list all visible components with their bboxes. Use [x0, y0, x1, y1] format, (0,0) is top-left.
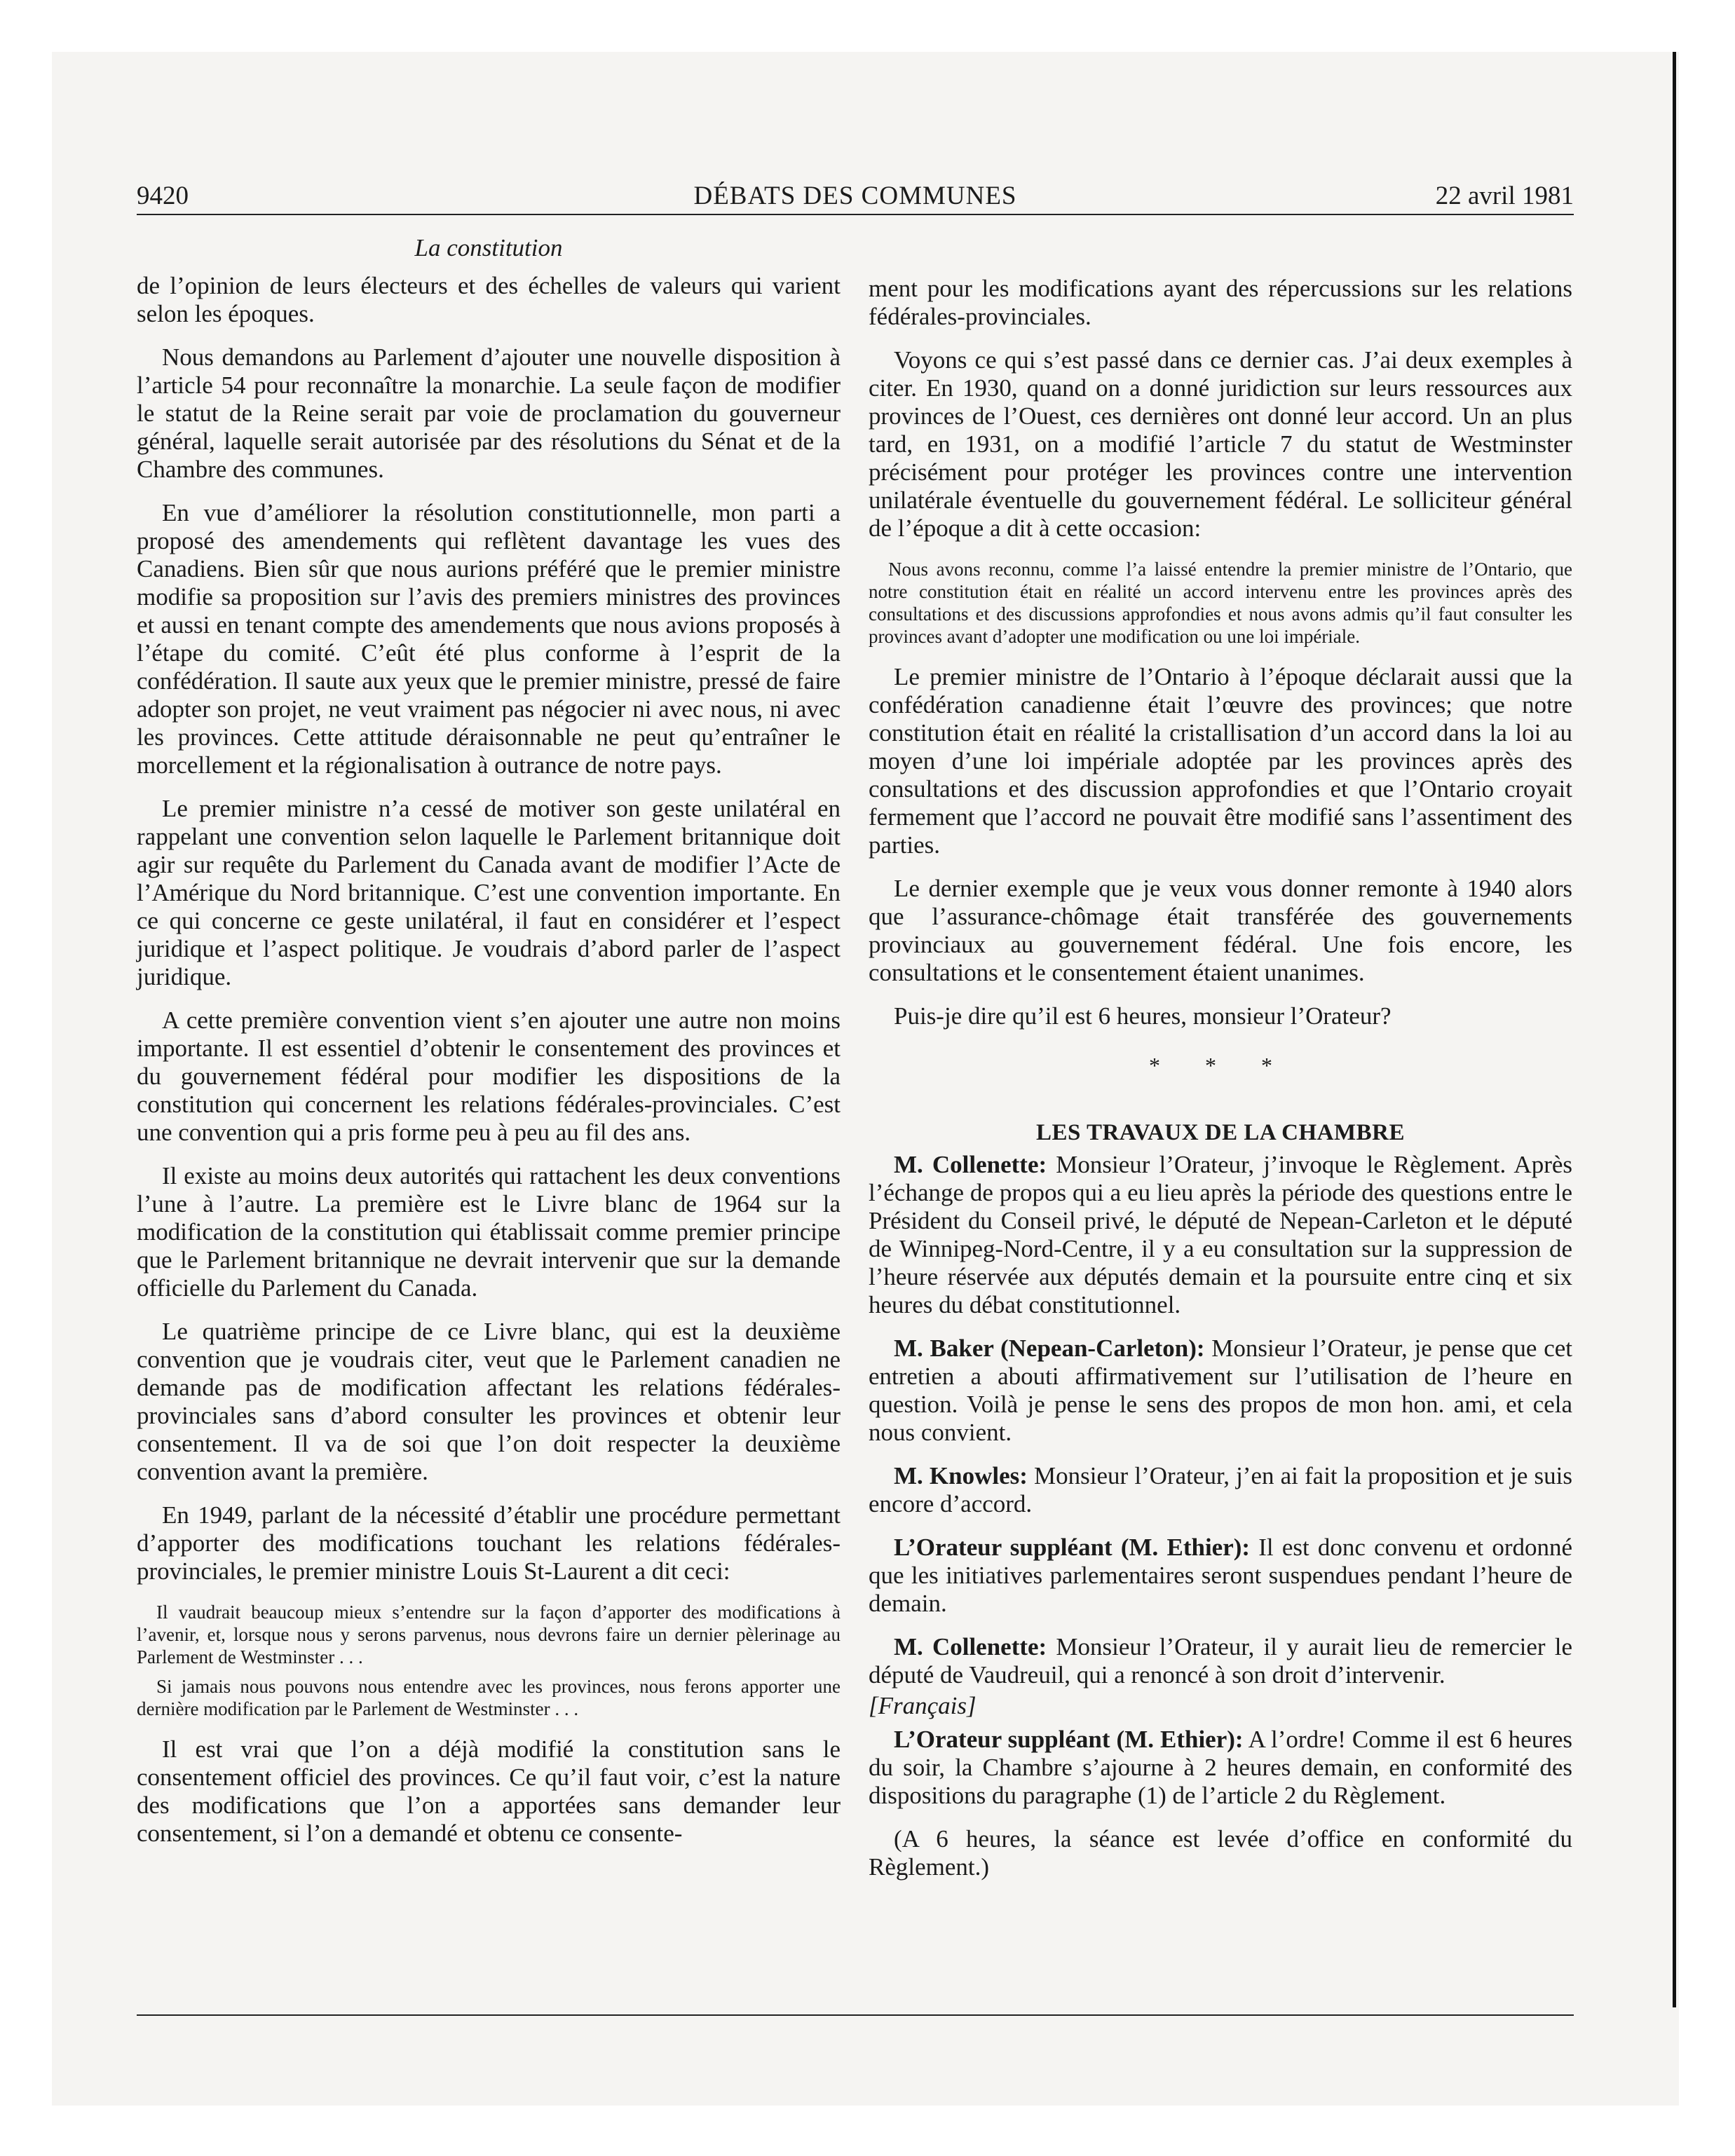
- speech-text: Monsieur l’Orateur, je pense que cet entretien a abouti affirmativement sur l’utilisation de l’heure en question. Voilà je pense le sens des propos de mon hon. ami, et cela nous convient.: [869, 1335, 1572, 1446]
- speech: [869, 1335, 1572, 1447]
- paragraph: (A 6 heures, la séance est levée d’office en conformité du Règlement.): [869, 1825, 1572, 1881]
- paragraph: Le premier ministre de l’Ontario à l’époque déclarait aussi que la confédération canadienne était l’œuvre des provinces; que notre constitution était en réalité la cristallisation d’un accord dans la loi au moyen d’une loi impériale adoptée par les provinces après des consultations et des discussion approfondies et que l’Ontario croyait fermement que l’accord ne pouvait être modifié sans l’assentiment des parties.: [869, 663, 1572, 859]
- paragraph: Il existe au moins deux autorités qui rattachent les deux conventions l’une à l’autre. La première est le Livre blanc de 1964 sur la modification de la constitution qui établissait comme premier principe que le Parlement britannique ne devrait intervenir que sur la demande officielle du Parlement du Canada.: [137, 1162, 841, 1302]
- paragraph: En vue d’améliorer la résolution constitutionnelle, mon parti a proposé des amendements qui reflètent davantage les vues des Canadiens. Bien sûr que nous aurions préféré que le premier ministre modifie sa proposition sur l’avis des premiers ministres des provinces et aussi en tenant compte des amendements que nous avions proposés à l’étape du comité. C’eût été plus conforme à l’esprit de la confédération. Il saute aux yeux que le premier ministre, pressé de faire adopter son projet, ne veut vraiment pas négocier ni avec nous, ni avec les provinces. Cette attitude déraisonnable ne peut qu’entraîner le morcellement et la régionalisation à outrance de notre pays.: [137, 499, 841, 779]
- page-number: 9420: [137, 182, 189, 210]
- paragraph: Nous demandons au Parlement d’ajouter une nouvelle disposition à l’article 54 pour reconnaître la monarchie. La seule façon de modifier le statut de la Reine serait par voie de proclamation du gouverneur général, laquelle serait autorisée par des résolutions du Sénat et de la Chambre des communes.: [137, 343, 841, 483]
- speech-text: Monsieur l’Orateur, j’en ai fait la proposition et je suis encore d’accord.: [869, 1462, 1572, 1517]
- language-note: [Français]: [869, 1692, 977, 1719]
- section-separator: * * *: [1149, 1053, 1292, 1078]
- speech-text: Il est donc convenu et ordonné que les initiatives parlementaires seront suspendues pendant l’heure de demain.: [869, 1534, 1573, 1617]
- paragraph: de l’opinion de leurs électeurs et des échelles de valeurs qui varient selon les époques.: [137, 272, 841, 327]
- speaker-name: M. Collenette:: [894, 1633, 1047, 1660]
- publication-title: DÉBATS DES COMMUNES: [693, 182, 1017, 210]
- speech: [869, 1633, 1572, 1689]
- page-header: [137, 181, 1574, 213]
- paragraph: Le dernier exemple que je veux vous donner remonte à 1940 alors que l’assurance-chômage était transférée des gouvernements provinciaux au gouvernement fédéral. Une fois encore, les consultations et le consentement étaient unanimes.: [869, 875, 1572, 986]
- speech-text: Monsieur l’Orateur, j’invoque le Règlement. Après l’échange de propos qui a eu lieu après la période des questions entre le Président du Conseil privé, le député de Nepean-Carleton et le député de Winnipeg-Nord-Centre, il y a eu consultation sur la suppression de l’heure réservée aux députés demain et la poursuite entre cinq et six heures du débat constitutionnel.: [869, 1151, 1572, 1318]
- section-heading: LES TRAVAUX DE LA CHAMBRE: [1036, 1120, 1405, 1145]
- paragraph: ment pour les modifications ayant des répercussions sur les relations fédérales-provinciales.: [869, 275, 1572, 330]
- header-rule: [137, 214, 1574, 215]
- publication-date: 22 avril 1981: [1435, 182, 1574, 210]
- speaker-name: M. Knowles:: [894, 1462, 1028, 1489]
- section-label: La constitution: [414, 234, 563, 261]
- paragraph: Il est vrai que l’on a déjà modifié la constitution sans le consentement officiel des provinces. Ce qu’il faut voir, c’est la nature des modifications que l’on a apportées sans demander leur consentement, si l’on a demandé et obtenu ce consente-: [137, 1735, 841, 1847]
- page-spine-shadow: [1673, 52, 1676, 2007]
- paragraph: A cette première convention vient s’en ajouter une autre non moins importante. Il est essentiel d’obtenir le consentement des provinces et du gouvernement fédéral pour modifier les dispositions de la constitution qui concernent les relations fédérales-provinciales. C’est une convention qui a pris forme peu à peu au fil des ans.: [137, 1007, 841, 1146]
- block-quote: Il vaudrait beaucoup mieux s’entendre sur la façon d’apporter des modifications à l’avenir, et, lorsque nous y serons parvenus, nous devrons faire un dernier pèlerinage au Parlement de Westminster . . .: [137, 1602, 841, 1667]
- right-column: [869, 275, 1572, 1897]
- paragraph: Voyons ce qui s’est passé dans ce dernier cas. J’ai deux exemples à citer. En 1930, quand on a donné juridiction sur leurs ressources aux provinces de l’Ouest, ces dernières ont donné leur accord. Un an plus tard, en 1931, on a modifié l’article 7 du statut de Westminster précisément pour protéger les provinces contre une intervention unilatérale éventuelle du gouvernement fédéral. Le solliciteur général de l’époque a dit à cette occasion:: [869, 346, 1572, 542]
- footer-rule: [137, 2014, 1574, 2016]
- speech-text: Monsieur l’Orateur, il y aurait lieu de remercier le député de Vaudreuil, qui a renoncé à son droit d’intervenir.: [869, 1633, 1572, 1688]
- speech: [869, 1726, 1572, 1810]
- left-column: [137, 272, 841, 1863]
- speech-text: A l’ordre! Comme il est 6 heures du soir, la Chambre s’ajourne à 2 heures demain, en conformité des dispositions du paragraphe (1) de l’article 2 du Règlement.: [869, 1726, 1573, 1809]
- paragraph: Puis-je dire qu’il est 6 heures, monsieur l’Orateur?: [894, 1002, 1392, 1030]
- speaker-name: M. Collenette:: [894, 1151, 1047, 1178]
- speaker-name: M. Baker (Nepean-Carleton):: [894, 1335, 1205, 1362]
- speech: [869, 1462, 1572, 1518]
- paragraph: Le quatrième principe de ce Livre blanc, qui est la deuxième convention que je voudrais citer, veut que le Parlement canadien ne demande pas de modification affectant les relations fédérales-provinciales sans d’abord consulter les provinces et obtenir leur consentement. Il va de soi que l’on doit respecter la deuxième convention avant la première.: [137, 1318, 841, 1485]
- speech: [869, 1534, 1572, 1618]
- paragraph: En 1949, parlant de la nécessité d’établir une procédure permettant d’apporter des modifications touchant les relations fédérales-provinciales, le premier ministre Louis St-Laurent a dit ceci:: [137, 1501, 841, 1585]
- block-quote: Si jamais nous pouvons nous entendre avec les provinces, nous ferons apporter une dernière modification par le Parlement de Westminster . . .: [137, 1676, 841, 1719]
- block-quote: Nous avons reconnu, comme l’a laissé entendre la premier ministre de l’Ontario, que notre constitution était en réalité un accord intervenu entre les provinces après des consultations et des discussions approfondies et nous avons admis qu’il faut consulter les provinces avant d’adopter une modification ou une loi impériale.: [869, 559, 1572, 647]
- speech: [869, 1151, 1572, 1319]
- speaker-name: L’Orateur suppléant (M. Ethier):: [894, 1726, 1244, 1753]
- speaker-name: L’Orateur suppléant (M. Ethier):: [894, 1534, 1251, 1561]
- paragraph: Le premier ministre n’a cessé de motiver son geste unilatéral en rappelant une convention selon laquelle le Parlement britannique doit agir sur requête du Parlement du Canada avant de modifier l’Acte de l’Amérique du Nord britannique. C’est une convention importante. En ce qui concerne ce geste unilatéral, il faut en considérer et l’espect juridique et l’aspect politique. Je voudrais d’abord parler de l’aspect juridique.: [137, 795, 841, 990]
